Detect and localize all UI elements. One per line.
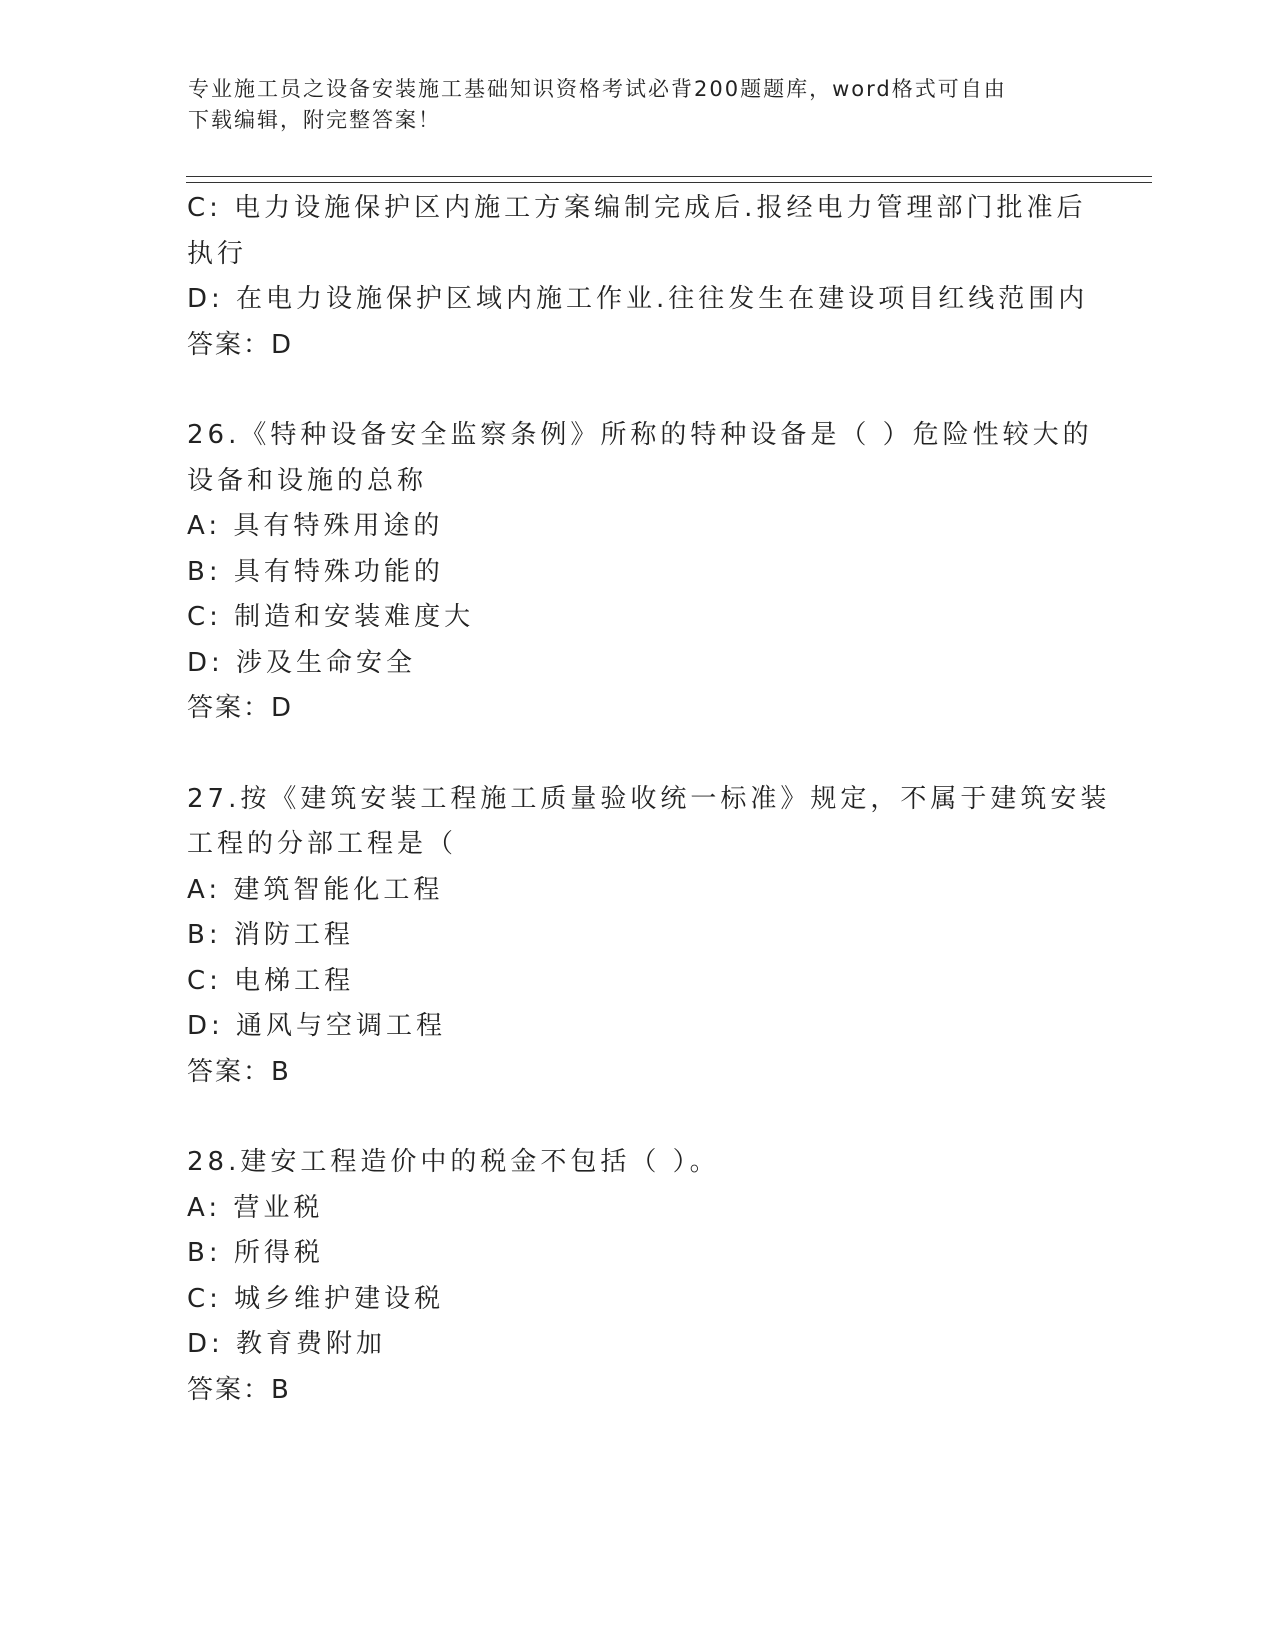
answer-line: 答案：B bbox=[187, 1374, 291, 1405]
option-b: B: 消防工程 bbox=[187, 920, 354, 950]
header-line-2: 下载编辑，附完整答案！ bbox=[188, 108, 441, 132]
option-d: D: 通风与空调工程 bbox=[187, 1011, 447, 1041]
option-a: A: 建筑智能化工程 bbox=[187, 874, 444, 905]
question-25-continuation bbox=[187, 186, 1087, 368]
question-28 bbox=[187, 1140, 1087, 1413]
question-27 bbox=[187, 777, 1111, 1096]
question-26 bbox=[187, 413, 1093, 732]
option-c: C: 制造和安装难度大 bbox=[187, 602, 475, 632]
option-d: D: 教育费附加 bbox=[187, 1329, 387, 1359]
question-text-wrap: 工程的分部工程是（ bbox=[187, 829, 458, 859]
question-text: 26.《特种设备安全监察条例》所称的特种设备是（ ）危险性较大的 bbox=[187, 420, 1093, 450]
answer-line: 答案：D bbox=[187, 329, 294, 360]
question-text: 27.按《建筑安装工程施工质量验收统一标准》规定，不属于建筑安装 bbox=[187, 783, 1111, 814]
option-b: B: 所得税 bbox=[187, 1238, 324, 1268]
option-a: A: 具有特殊用途的 bbox=[187, 511, 444, 541]
answer-line: 答案：B bbox=[187, 1056, 291, 1087]
answer-line: 答案：D bbox=[187, 693, 294, 723]
option-c: C: 电力设施保护区内施工方案编制完成后.报经电力管理部门批准后 bbox=[187, 193, 1087, 223]
question-text-wrap: 设备和设施的总称 bbox=[187, 465, 428, 496]
option-c-wrap: 执行 bbox=[187, 238, 248, 269]
option-b: B: 具有特殊功能的 bbox=[187, 556, 444, 587]
header-line-1: 专业施工员之设备安装施工基础知识资格考试必背200题题库，word格式可自由 bbox=[188, 77, 1007, 101]
option-c: C: 电梯工程 bbox=[187, 965, 355, 996]
document-header bbox=[188, 74, 1068, 136]
option-d: D: 在电力设施保护区域内施工作业.往往发生在建设项目红线范围内 bbox=[187, 284, 1089, 314]
header-divider-bottom bbox=[186, 182, 1152, 183]
header-divider-top bbox=[186, 176, 1152, 177]
question-content bbox=[187, 186, 1111, 1413]
question-text: 28.建安工程造价中的税金不包括（ ）。 bbox=[187, 1147, 720, 1177]
option-d: D: 涉及生命安全 bbox=[187, 647, 417, 678]
option-c: C: 城乡维护建设税 bbox=[187, 1283, 445, 1314]
option-a: A: 营业税 bbox=[187, 1192, 324, 1223]
